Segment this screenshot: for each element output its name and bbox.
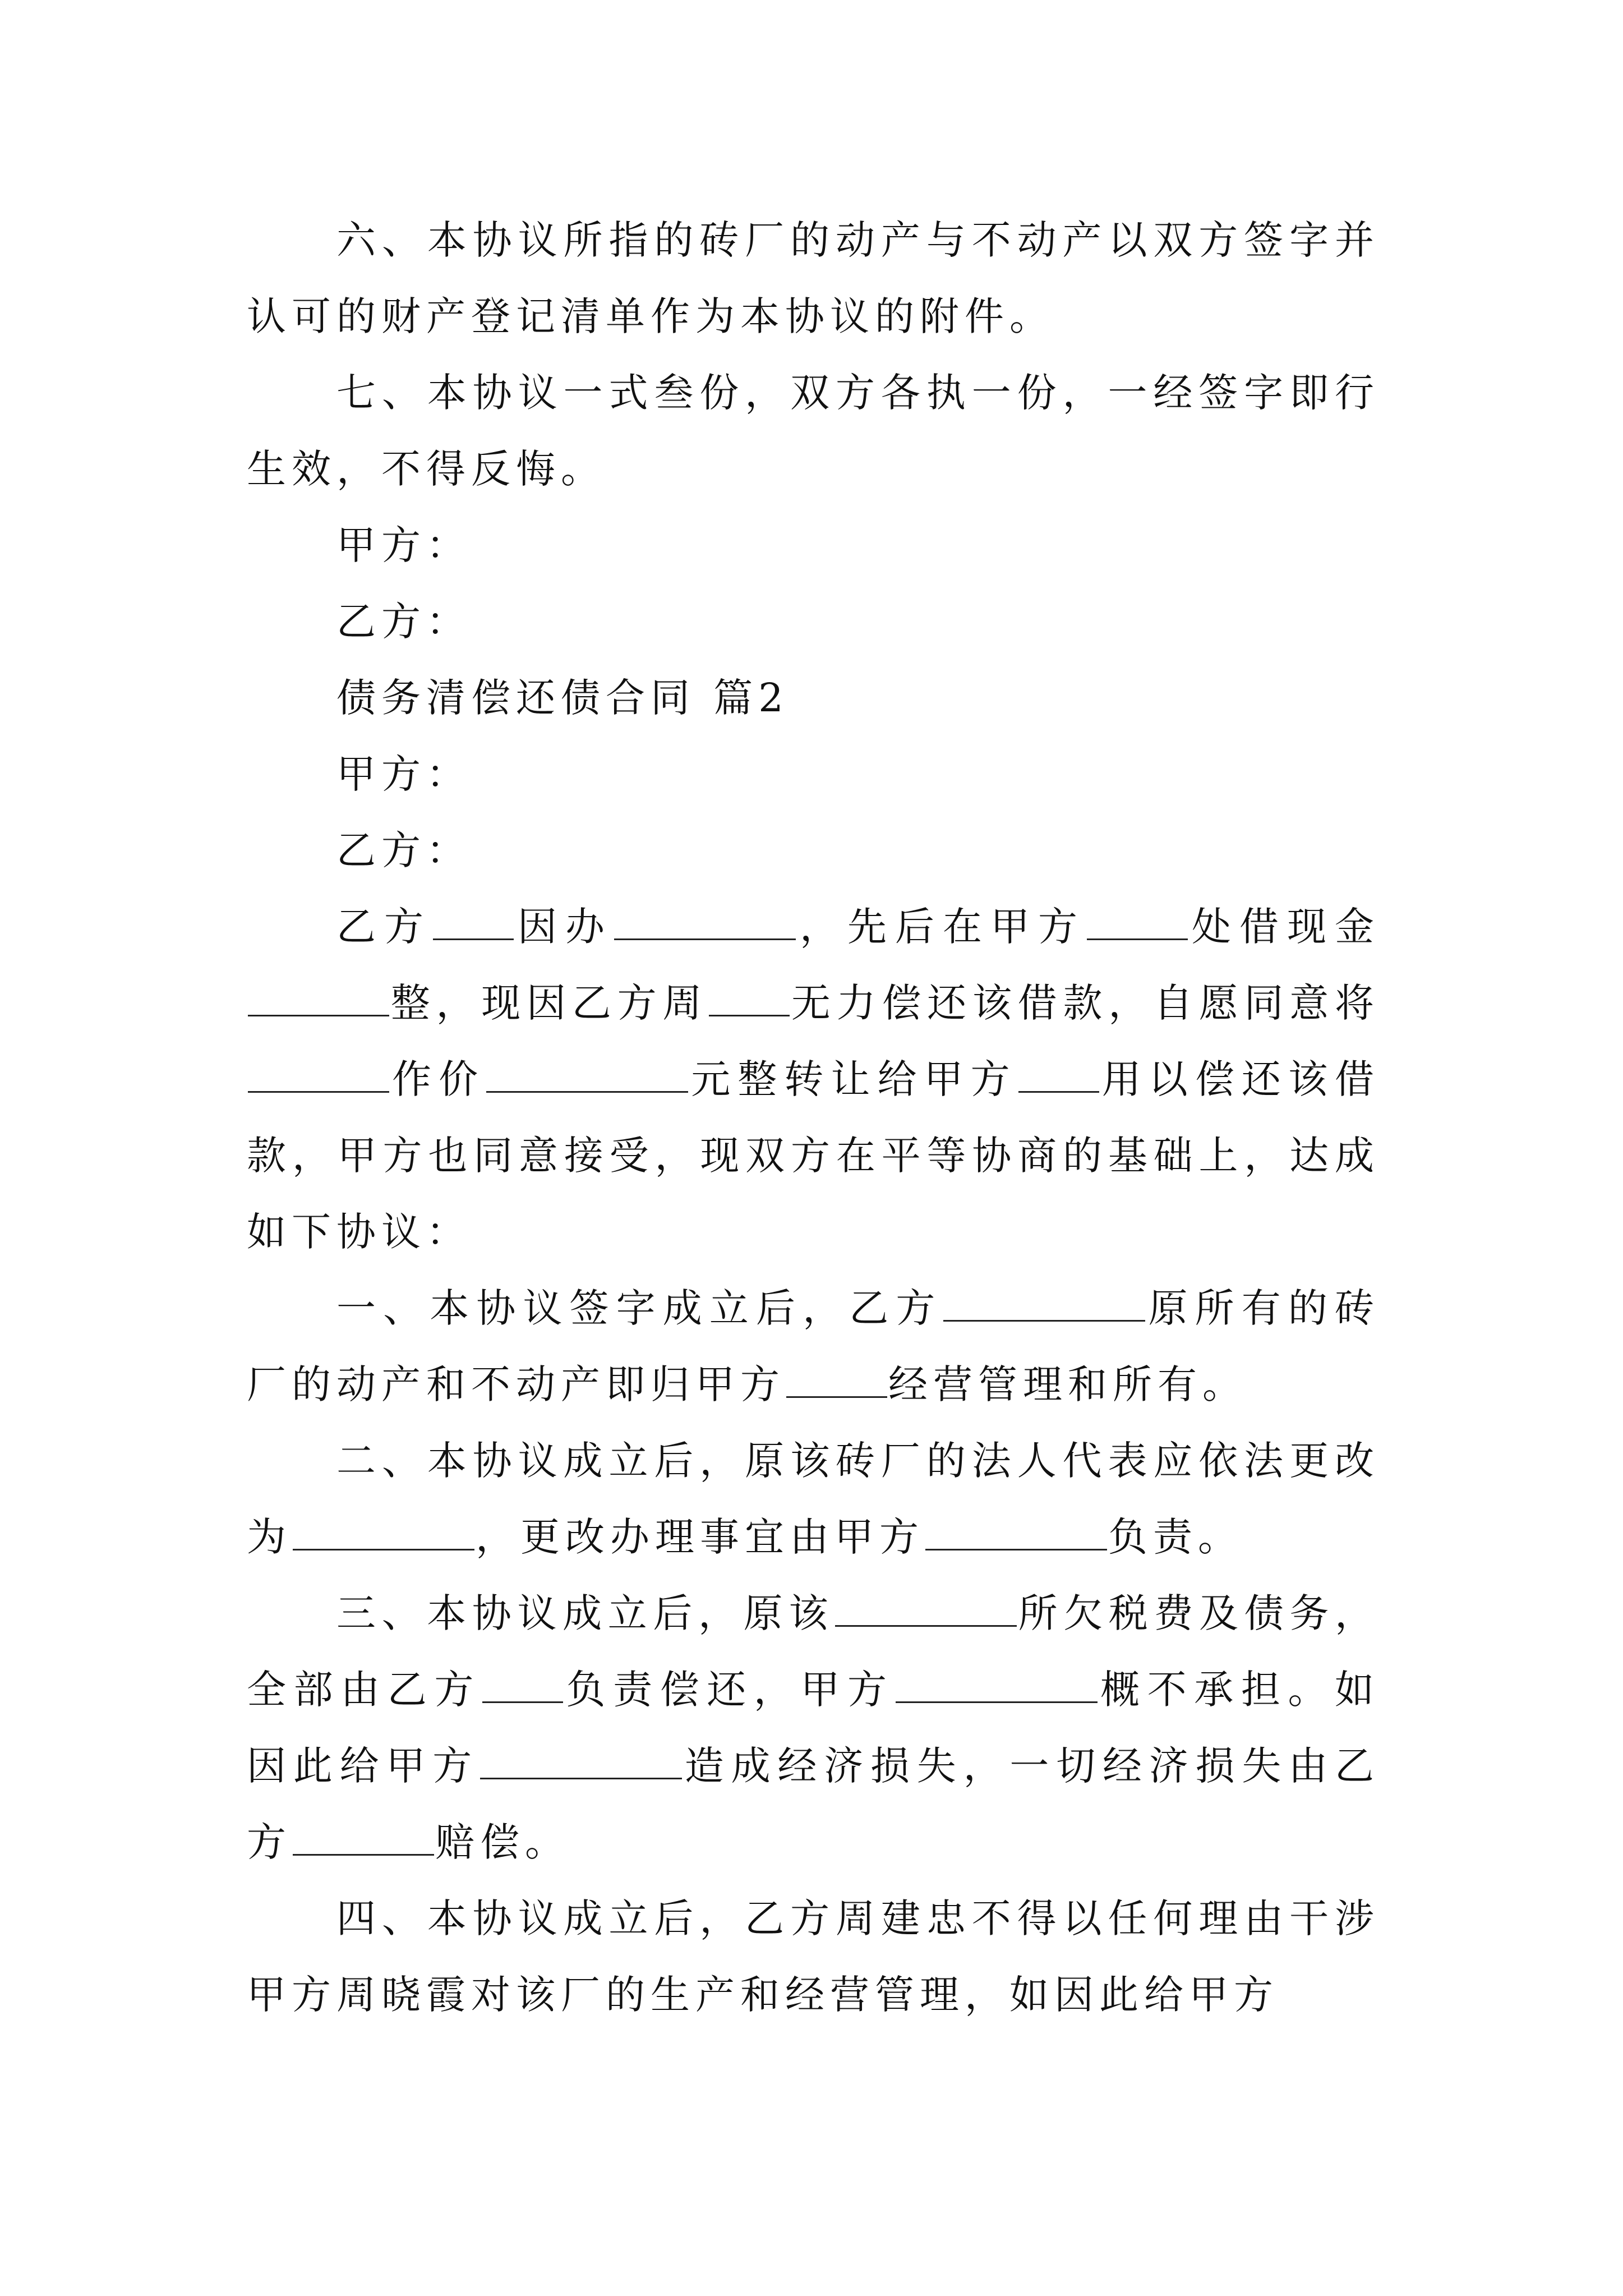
paragraph-text: 乙方：	[336, 599, 471, 645]
paragraph-text: 因办	[515, 904, 613, 950]
fill-in-blank	[1087, 906, 1188, 940]
paragraph-text: 赔偿。	[435, 1819, 570, 1865]
fill-in-blank	[614, 906, 796, 940]
paragraph-text: 原所有的砖厂的动产和不动产即归甲方	[247, 1285, 1380, 1407]
fill-in-blank	[486, 1059, 688, 1093]
paragraph-text: 作价	[390, 1056, 486, 1102]
paragraph-text: 整，现因乙方周	[390, 980, 708, 1026]
paragraph	[247, 507, 1380, 583]
paragraph-text: 经营管理和所有。	[888, 1361, 1247, 1407]
paragraph-text: 无力偿还该借款，自愿同意将	[791, 980, 1380, 1026]
paragraph-text: 处借现金	[1189, 904, 1380, 950]
paragraph	[247, 812, 1380, 889]
paragraph-text: 甲方：	[336, 751, 471, 797]
fill-in-blank	[482, 1669, 563, 1703]
paragraph-text: 负责。	[1108, 1514, 1243, 1560]
paragraph-text: ，更改办理事宜由甲方	[476, 1514, 924, 1560]
paragraph	[247, 889, 1380, 1270]
paragraph-text: 造成经济损失，一切经济损失由乙方	[247, 1743, 1380, 1865]
paragraph-text: 二、本协议成立后，原该砖厂的法人代表应依法更改为	[247, 1438, 1380, 1560]
fill-in-blank	[896, 1669, 1098, 1703]
paragraph-text: 用以偿还该借款，甲方也同意接受，现双方在平等协商的基础上，达成如下协议：	[247, 1056, 1380, 1255]
fill-in-blank	[248, 1059, 389, 1093]
paragraph	[247, 202, 1380, 355]
paragraph-text: 七、本协议一式叁份，双方各执一份，一经签字即行生效，不得反悔。	[247, 370, 1380, 492]
paragraph	[247, 1423, 1380, 1575]
paragraph-text: 概不承担。如因此给甲方	[247, 1667, 1380, 1789]
paragraph-text: 所欠税费及债务，全部由乙方	[247, 1590, 1380, 1713]
paragraph-text: 甲方：	[336, 522, 471, 568]
paragraph-text: 乙方：	[336, 827, 471, 873]
paragraph	[247, 660, 1380, 736]
paragraph	[247, 1270, 1380, 1423]
paragraph	[247, 583, 1380, 660]
fill-in-blank	[835, 1593, 1017, 1627]
paragraph-text: 负责偿还，甲方	[564, 1667, 895, 1713]
fill-in-blank	[925, 1516, 1107, 1550]
paragraph	[247, 1880, 1380, 2033]
fill-in-blank	[480, 1745, 682, 1779]
fill-in-blank	[433, 906, 514, 940]
paragraph-text: 债务清偿还债合同 篇2	[336, 675, 789, 721]
fill-in-blank	[293, 1516, 474, 1550]
paragraph	[247, 1575, 1380, 1880]
fill-in-blank	[786, 1364, 887, 1398]
paragraph-text: ，先后在甲方	[797, 904, 1086, 950]
paragraph-text: 六、本协议所指的砖厂的动产与不动产以双方签字并认可的财产登记清单作为本协议的附件。	[247, 217, 1380, 339]
paragraph	[247, 355, 1380, 507]
paragraph-text: 三、本协议成立后，原该	[336, 1590, 834, 1636]
document-body	[247, 202, 1380, 2033]
fill-in-blank	[709, 982, 790, 1016]
paragraph-text: 元整转让给甲方	[689, 1056, 1017, 1102]
paragraph-text: 一、本协议签字成立后，乙方	[336, 1285, 943, 1331]
paragraph-text: 乙方	[336, 904, 432, 950]
fill-in-blank	[293, 1821, 434, 1856]
fill-in-blank	[248, 982, 389, 1016]
fill-in-blank	[943, 1287, 1145, 1322]
fill-in-blank	[1018, 1059, 1099, 1093]
paragraph-text: 四、本协议成立后，乙方周建忠不得以任何理由干涉甲方周晓霞对该厂的生产和经营管理，如因此给甲方	[247, 1895, 1380, 2018]
paragraph	[247, 736, 1380, 812]
